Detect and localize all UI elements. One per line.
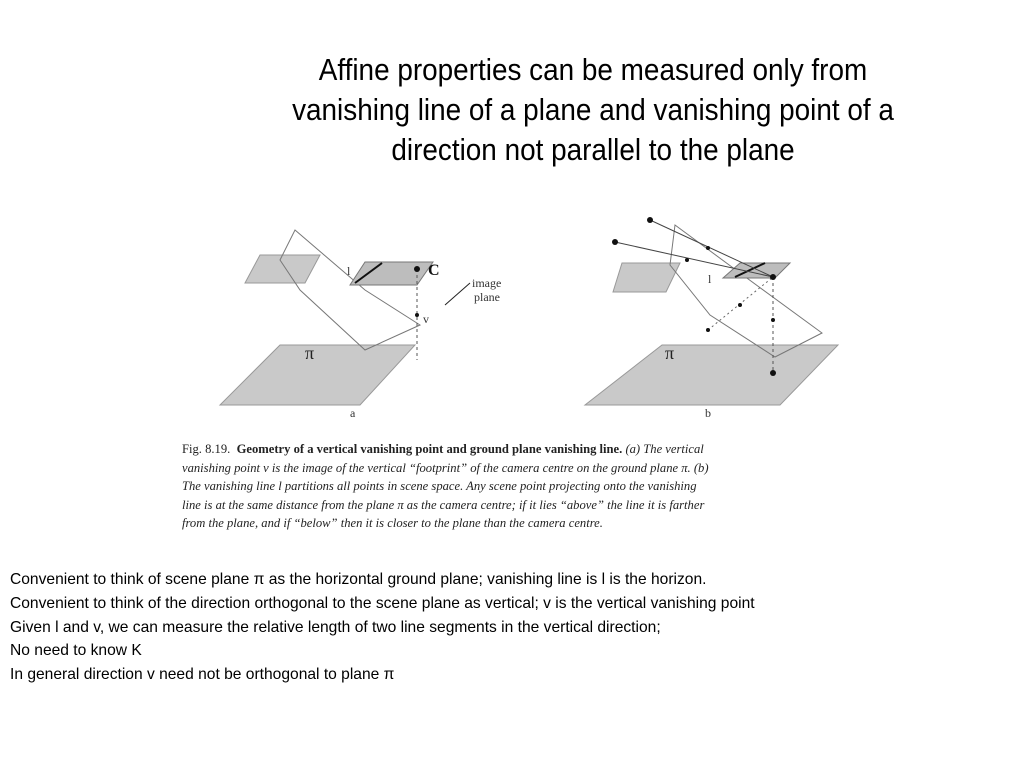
point-2-b — [647, 217, 653, 223]
sublabel-a: a — [350, 406, 356, 420]
label-pi-b: π — [665, 343, 675, 363]
body-line-1: Convenient to think of scene plane π as the horizontal ground plane; vanishing line is l is the horizon. — [10, 571, 707, 588]
caption-fig-number: Fig. 8.19. — [182, 442, 231, 456]
point-5-b — [738, 303, 742, 307]
title-line-2: vanishing line of a plane and vanishing point of a — [292, 92, 894, 127]
caption-line-3: The vanishing line l partitions all points in scene space. Any scene point projecting onto the vanishing — [182, 479, 697, 493]
horizon-plane-a — [350, 262, 433, 285]
body-line-2: Convenient to think of the direction orthogonal to the scene plane as vertical; v is the vertical vanishing point — [10, 594, 755, 612]
label-l-b: l — [708, 272, 712, 286]
caption-line-2: vanishing point v is the image of the vertical “footprint” of the camera centre on the ground plane π. (b) — [182, 460, 709, 475]
caption-line-4: line is at the same distance from the plane π as the camera centre; if it lies “above” the line it is farther — [182, 497, 705, 512]
label-pi-a: π — [305, 343, 315, 363]
point-6-b — [706, 328, 710, 332]
caption-line-1-tail: (a) The vertical — [625, 442, 704, 456]
body-line-3: Given l and v, we can measure the relative length of two line segments in the vertical direction; — [10, 618, 661, 636]
camera-centre-b — [770, 274, 776, 280]
image-plane-b — [670, 225, 822, 357]
point-3-b — [706, 246, 710, 250]
small-plane-a — [245, 255, 320, 283]
slide-title — [247, 50, 940, 170]
caption-line-1 — [182, 440, 882, 459]
ground-point-b — [770, 370, 776, 376]
figure-panel-a — [220, 230, 501, 420]
figure-panel-b — [585, 217, 838, 420]
title-line-3: direction not parallel to the plane — [391, 132, 795, 167]
label-l-a: l — [347, 264, 351, 278]
label-v: v — [423, 312, 429, 326]
ground-plane-a — [220, 345, 415, 405]
caption-line-5: from the plane, and if “below” then it is closer to the plane than the camera centre. — [182, 516, 603, 530]
caption-bold-title: Geometry of a vertical vanishing point and ground plane vanishing line. — [236, 442, 623, 456]
body-text — [10, 568, 1010, 687]
image-plane-arrow — [445, 283, 470, 305]
image-plane-a — [280, 230, 420, 350]
sublabel-b: b — [705, 406, 711, 420]
label-image: image — [472, 276, 502, 290]
camera-centre-point — [414, 266, 420, 272]
horizon-plane-b — [723, 263, 790, 278]
figure-caption — [182, 440, 882, 533]
label-C: C — [428, 262, 440, 279]
point-7-b — [771, 318, 775, 322]
ground-plane-b — [585, 345, 838, 405]
point-1-b — [612, 239, 618, 245]
geometry-figure — [170, 205, 870, 435]
title-line-1: Affine properties can be measured only from — [318, 52, 868, 87]
point-4-b — [685, 258, 689, 262]
label-plane: plane — [474, 290, 500, 304]
body-line-4: No need to know K — [10, 642, 142, 660]
small-plane-b — [613, 263, 680, 292]
vanishing-point-v — [415, 313, 419, 317]
body-line-5: In general direction v need not be orthogonal to plane π — [10, 666, 395, 684]
